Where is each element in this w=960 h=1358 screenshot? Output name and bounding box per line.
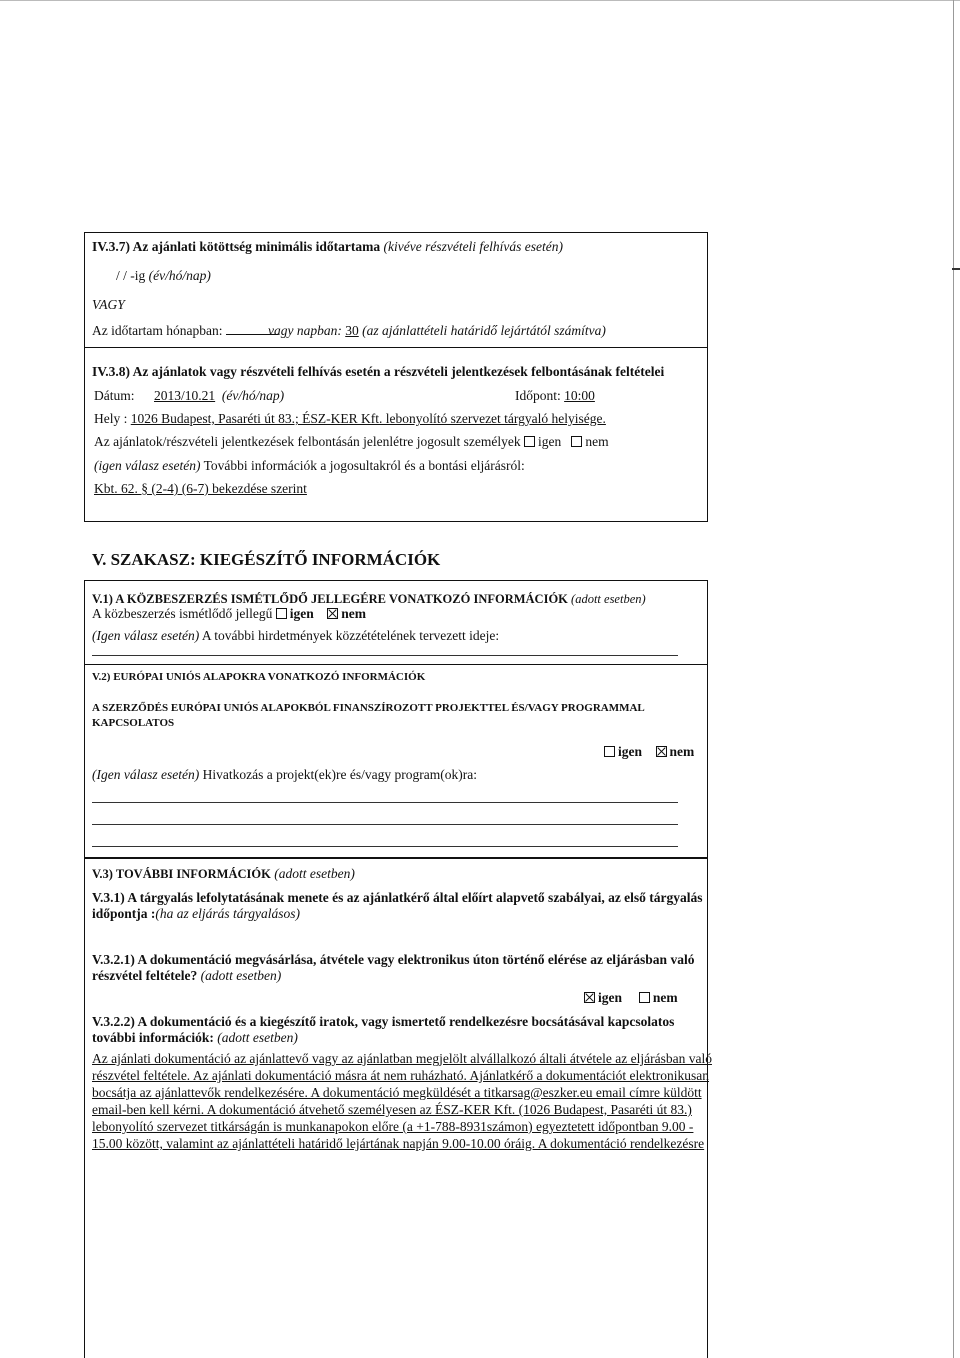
iv-3-7-date-line: / / -ig (év/hó/nap) [116,268,211,283]
v322-body-line-1: Az ajánlati dokumentáció az ajánlattevő vagy az ajánlatban megjelölt alvállalkozó általi átvétele az eljárásban való [92,1051,712,1066]
iv-3-8-time: Időpont: 10:00 [515,388,595,403]
v31-line2: időpontja :(ha az eljárás tárgyalásos) [92,906,301,921]
scan-edge-right [953,0,954,1358]
v322-body-line-6: 15.00 között, valamint az ajánlattételi határidő lejártának napján 9.00-10.00 óráig. A dokumentáció rendelkezésre [92,1136,705,1151]
v1-v2-divider [84,664,708,665]
v322-body-line-3: bocsátja az ajánlattevők rendelkezésére. A dokumentáció megküldését a titkarsag@eszker.eu email címre küldött [92,1085,702,1100]
v1-followup-line [92,655,678,656]
v2-sub-line1: A SZERZŐDÉS EURÓPAI UNIÓS ALAPOKBÓL FINANSZÍROZOTT PROJEKTTEL ÉS/VAGY PROGRAMMAL [92,702,645,714]
v1-no-checkbox[interactable] [327,608,338,619]
iv-3-8-info: (igen válasz esetén) További információk a jogosultakról és a bontási eljárásról: [94,458,525,473]
section-v-heading: V. SZAKASZ: KIEGÉSZÍTŐ INFORMÁCIÓK [92,550,441,569]
v2-ref-line-1 [92,802,678,803]
v321-no-checkbox[interactable] [639,992,650,1003]
v31-line1: V.3.1) A tárgyalás lefolytatásának menete és az ajánlatkérő által előírt alapvető szabályai, az első tárgyalás [92,890,703,905]
iv-3-7-days: vagy napban: 30 (az ajánlattételi határidő lejártától számítva) [268,323,606,338]
iv-3-8-info-value: Kbt. 62. § (2-4) (6-7) bekezdése szerint [94,481,307,496]
iv-3-7-or: VAGY [92,297,125,312]
v322-body-line-4: email-ben kell kérni. A dokumentáció átvehető személyesen az ÉSZ-KER Kft. (1026 Budapest, Pasaréti út 83.) [92,1102,692,1117]
iv-3-8-title: IV.3.8) Az ajánlatok vagy részvételi felhívás esetén a részvételi jelentkezések felbontásának feltételei [92,364,665,379]
iv-3-8-date-value: 2013/10.21 (év/hó/nap) [154,388,285,403]
v1-followup: (Igen válasz esetén) A további hirdetmények közzétételének tervezett ideje: [92,628,500,643]
v3-title: V.3) TOVÁBBI INFORMÁCIÓK (adott esetben) [92,866,355,881]
scan-edge-right-mark [952,268,960,270]
scan-edge-top [0,0,960,1]
iv-3-8-attendance: Az ajánlatok/részvételi jelentkezések felbontásán jelenlétre jogosult személyek igen nem [94,434,609,449]
iv-3-7-title: IV.3.7) Az ajánlati kötöttség minimális időtartama (kivéve részvételi felhívás esetén) [92,239,564,254]
v321-answer: igen nem [584,990,678,1006]
v2-yes-checkbox[interactable] [604,746,615,757]
v2-answer: igen nem [604,744,694,760]
v2-followup: (Igen válasz esetén) Hivatkozás a projekt(ek)re és/vagy program(ok)ra: [92,767,477,782]
v2-no-checkbox[interactable] [656,746,667,757]
v321-yes-checkbox[interactable] [584,992,595,1003]
v321-line1: V.3.2.1) A dokumentáció megvásárlása, átvétele vagy elektronikus úton történő elérése az eljárásban való [92,952,695,967]
iv-3-8-date: Dátum: [94,388,135,403]
v1-yes-checkbox[interactable] [276,608,287,619]
v1-question: A közbeszerzés ismétlődő jellegű igen nem [92,606,366,621]
v2-ref-line-3 [92,846,678,847]
v2-ref-line-2 [92,824,678,825]
attendance-yes-checkbox[interactable] [524,436,535,447]
iv-3-7-months: Az időtartam hónapban: [92,323,278,339]
attendance-no-checkbox[interactable] [571,436,582,447]
v322-line2: további információk: (adott esetben) [92,1030,298,1045]
v321-line2: részvétel feltétele? (adott esetben) [92,968,282,983]
v1-title: V.1) A KÖZBESZERZÉS ISMÉTLŐDŐ JELLEGÉRE VONATKOZÓ INFORMÁCIÓK (adott esetben) [92,592,646,606]
v2-sub-line2: KAPCSOLATOS [92,717,175,729]
v322-body-line-2: részvétel feltétele. Az ajánlati dokumentáció másra át nem ruházható. Ajánlatkérő a dokumentációt elektronikusan [92,1068,710,1083]
v322-line1: V.3.2.2) A dokumentáció és a kiegészítő iratok, vagy ismertető rendelkezésre bocsátásával kapcsolatos [92,1014,675,1029]
v2-title: V.2) EURÓPAI UNIÓS ALAPOKRA VONATKOZÓ INFORMÁCIÓK [92,671,426,683]
v322-body-line-5: lebonyolító szervezet titkárságán is munkanapokon előre (a +1-788-8931számon) egyeztetett időpontban 9.00 - [92,1119,694,1134]
iv-3-8-place: Hely : 1026 Budapest, Pasaréti út 83.; ÉSZ-KER Kft. lebonyolító szervezet tárgyaló helyisége. [94,411,606,426]
